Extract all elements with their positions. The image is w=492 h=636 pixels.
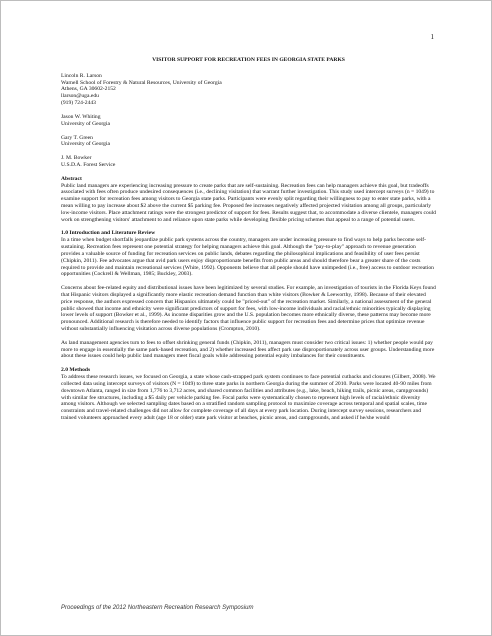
author-name: Jason W. Whiting [61,113,101,120]
author-phone: (919) 724-2443 [61,100,96,107]
author-affiliation: U.S.D.A. Forest Service [61,161,116,168]
abstract-heading: Abstract [61,175,82,182]
body-paragraph: As land management agencies turn to fees to offset shrinking general funds (Chipkin, 2011), managers must consider two critical issues: 1) whether people would pay more to engage in essentially the same park-based recreation, and 2) whether increased fees affect park use disproportionately across user groups. Understanding more about these issues could help public land managers meet fiscal goals while addressing potential equity imbalances for their constituents. [61,339,435,360]
page-footer: Proceedings of the 2012 Northeastern Recreation Research Symposium [61,605,254,611]
author-email: llarson@uga.edu [61,93,99,100]
page-content [61,57,436,429]
author-affiliation: University of Georgia [61,120,110,127]
body-paragraph: To address these research issues, we focused on Georgia, a state whose cash-strapped park system continues to face potential cutbacks and closures (Gilbert, 2008). We collected data using intercept surveys of visitors (N = 1049) to three state parks in northern Georgia during the summer of 2010. Parks were located 40-90 miles from downtown Atlanta, ranged in size from 1,776 to 3,712 acres, and shared common facilities and attributes (e.g., lake, beach, hiking trails, picnic areas, campgrounds) with similar fee structures, including a $5 daily per vehicle parking fee. Focal parks were systematically chosen to represent high levels of racial/ethnic diversity among visitors. Although we selected sampling dates based on a stratified random sampling protocol to maximize coverage across temporal and spatial scales, time constraints and travel-related challenges did not allow for complete coverage of all days at every park location. During intercept survey sessions, researchers and trained volunteers approached every adult (age 18 or older) state park visitor at beaches, picnic areas, and campgrounds, and asked if he/she would [61,374,436,421]
author-address: Athens, GA 30602-2152 [61,86,116,93]
author-name: J. M. Bowker [61,155,92,162]
author-block [61,114,436,128]
abstract-text: Public land managers are experiencing increasing pressure to create parks that are self-sustaining. Recreation fees can help managers achieve this goal, but tradeoffs associated with fees often produce undesired consequences (i.e., declining visitation) that warrant further investigation. This study used intercept surveys (n = 1049) to examine support for recreation fees among visitors to Georgia state parks. Participants were evenly split regarding their willingness to pay to enter state parks, with a mean willing to pay increase about $2 above the current $5 parking fee. Proposed fee increases negatively affected projected visitation among all groups, particularly low-income visitors. Place attachment ratings were the strongest predictor of support for fees. Results suggest that, to accommodate a diverse clientele, managers could work on strengthening visitors' attachment to and reliance upon state parks while developing flexible pricing schemes that appeal to a range of potential users. [61,182,436,223]
author-block [61,135,436,149]
author-name: Lincoln R. Larson [61,72,102,79]
body-paragraph: Concerns about fee-related equity and distributional issues have been legitimized by several studies. For example, an investigation of tourists in the Florida Keys found that Hispanic visitors displayed a significantly more elastic recreation demand function than white visitors (Bowker & Leeworthy, 1998). Because of their elevated price response, the authors expressed concern that Hispanics ultimately could be "priced-out" of the recreation market. Similarly, a national assessment of the general public showed that income and ethnicity were significant predictors of support for fees, with low-income individuals and racial/ethnic minorities typically displaying lower levels of support (Bowker et al., 1999). As income disparities grow and the U.S. population becomes more ethnically diverse, these patterns may become more pronounced. Additional research is therefore needed to identify factors that influence public support for recreation fees and determine prices that optimize revenue without substantially influencing visitation across diverse populations (Crompton, 2010). [61,285,436,332]
page-number: 1 [430,33,434,41]
paper-title: VISITOR SUPPORT FOR RECREATION FEES IN GEORGIA STATE PARKS [152,57,345,63]
section-heading: 2.0 Methods [61,367,91,374]
author-affiliation: Warnell School of Forestry & Natural Resources, University of Georgia [61,79,222,86]
section-heading: 1.0 Introduction and Literature Review [61,230,156,237]
author-block [61,73,436,107]
author-affiliation: University of Georgia [61,141,110,148]
author-name: Gary T. Green [61,134,93,141]
author-block [61,155,436,169]
body-paragraph: In a time when budget shortfalls jeopardize public park systems across the country, managers are under increasing pressure to find ways to help parks become self-sustaining. Recreation fees represent one potential strategy for helping managers achieve this goal. Although the "pay-to-play" approach to revenue generation provides a valuable source of funding for recreation services on public lands, debates regarding the philosophical implications and feasibility of user fees persist (Chipkin, 2011). Fee advocates argue that avid park users enjoy disproportionate benefits from public areas and should therefore bear a greater share of the costs required to provide and maintain recreational services (White, 1992). Opponents believe that all people should have unimpeded (i.e., free) access to outdoor recreation opportunities (Cockrell & Wellman, 1985; Buckley, 2003). [61,237,434,278]
